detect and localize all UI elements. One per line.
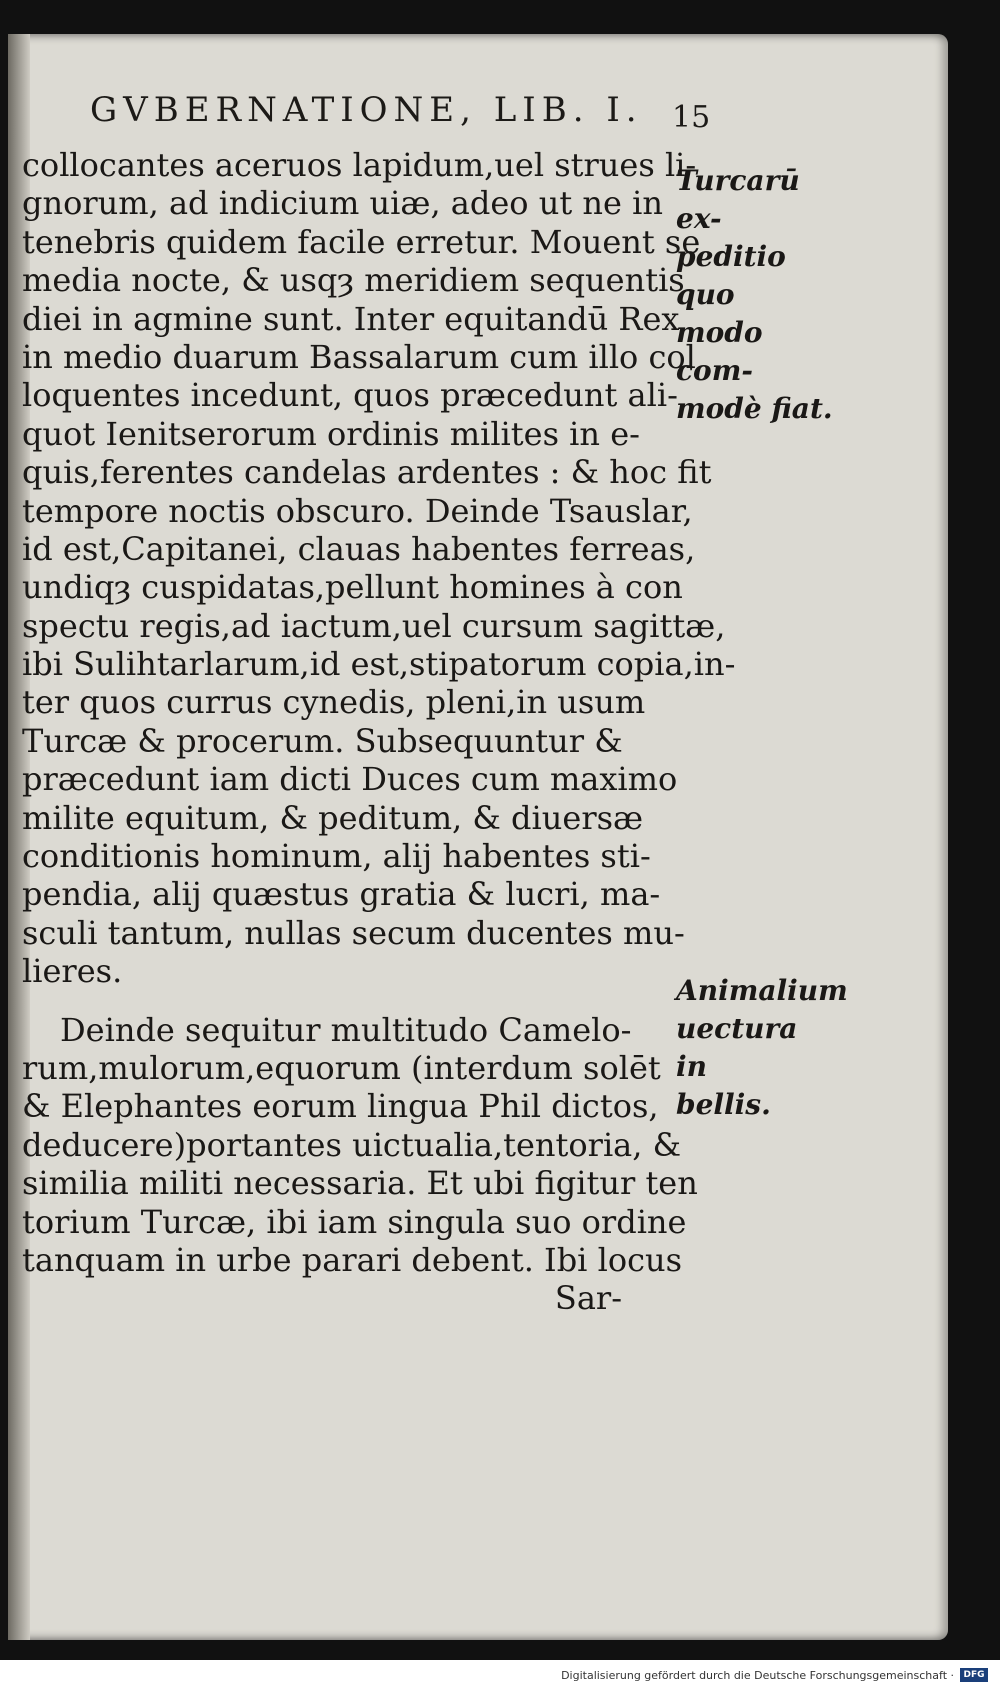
- paragraph-2: [22, 1010, 698, 1280]
- text-line: loquentes incedunt, quos præcedunt ali-: [22, 376, 678, 415]
- text-line: tenebris quidem facile erretur. Mouent se: [22, 222, 701, 261]
- margin-note-animalium: [676, 972, 848, 1124]
- margin-note-turcarum: [676, 162, 836, 428]
- margin-note-line: Turcarū ex-: [676, 164, 800, 235]
- text-line: deducere)portantes uictualia,tentoria, &: [22, 1125, 682, 1164]
- text-line: ter quos currus cynedis, pleni,in usum: [22, 683, 646, 722]
- margin-note-line: bellis.: [676, 1088, 771, 1121]
- text-line: similia militi necessaria. Et ubi figitur ten: [22, 1164, 698, 1203]
- text-line: Deinde sequitur multitudo Camelo-: [60, 1010, 632, 1049]
- text-line: diei in agmine sunt. Inter equitandū Rex: [22, 299, 680, 338]
- text-line: spectu regis,ad iactum,uel cursum sagittæ,: [22, 606, 726, 645]
- digitization-footer: [0, 1660, 1000, 1693]
- book-page: [8, 34, 948, 1640]
- folio-number: 15: [672, 100, 711, 135]
- text-line: media nocte, & usqȝ meridiem sequentis: [22, 261, 685, 300]
- dfg-logo-icon: DFG: [960, 1668, 988, 1682]
- text-line: milite equitum, & peditum, & diuersæ: [22, 798, 644, 837]
- text-line: tanquam in urbe parari debent. Ibi locus: [22, 1240, 683, 1279]
- margin-note-line: Animalium: [676, 974, 848, 1007]
- margin-note-line: modè fiat.: [676, 392, 833, 425]
- text-line: in medio duarum Bassalarum cum illo col: [22, 337, 696, 376]
- text-line: Turcæ & procerum. Subsequuntur &: [22, 721, 623, 760]
- text-line: pendia, alij quæstus gratia & lucri, ma-: [22, 875, 661, 914]
- margin-note-line: uectura in: [676, 1012, 798, 1083]
- text-line: sculi tantum, nullas secum ducentes mu-: [22, 913, 685, 952]
- text-line: id est,Capitanei, clauas habentes ferreas,: [22, 529, 696, 568]
- text-line: præcedunt iam dicti Duces cum maximo: [22, 760, 678, 799]
- margin-note-line: peditio quo: [676, 240, 786, 311]
- text-line: conditionis hominum, alij habentes sti-: [22, 837, 651, 876]
- text-line: lieres.: [22, 952, 123, 991]
- text-line: tempore noctis obscuro. Deinde Tsauslar,: [22, 491, 693, 530]
- running-header: [90, 90, 710, 140]
- text-line: torium Turcæ, ibi iam singula suo ordine: [22, 1202, 687, 1241]
- text-line: undiqȝ cuspidatas,pellunt homines à con: [22, 568, 683, 607]
- text-line: quis,ferentes candelas ardentes : & hoc fit: [22, 453, 712, 492]
- text-line: gnorum, ad indicium uiæ, adeo ut ne in: [22, 184, 663, 223]
- text-line: quot Ienitserorum ordinis milites in e-: [22, 414, 640, 453]
- catchword: Sar-: [554, 1279, 622, 1318]
- text-line: & Elephantes eorum lingua Phil dictos,: [22, 1087, 659, 1126]
- paragraph-gap: [22, 991, 662, 1011]
- text-line: ibi Sulihtarlarum,id est,stipatorum copia,in-: [22, 645, 736, 684]
- running-title: GVBERNATIONE, LIB. I.: [90, 90, 643, 130]
- funding-credit: Digitalisierung gefördert durch die Deutsche Forschungsgemeinschaft ·: [561, 1669, 954, 1682]
- text-line: collocantes aceruos lapidum,uel strues li-: [22, 146, 697, 184]
- margin-note-line: modo com-: [676, 316, 763, 387]
- text-line: rum,mulorum,equorum (interdum solēt: [22, 1048, 661, 1087]
